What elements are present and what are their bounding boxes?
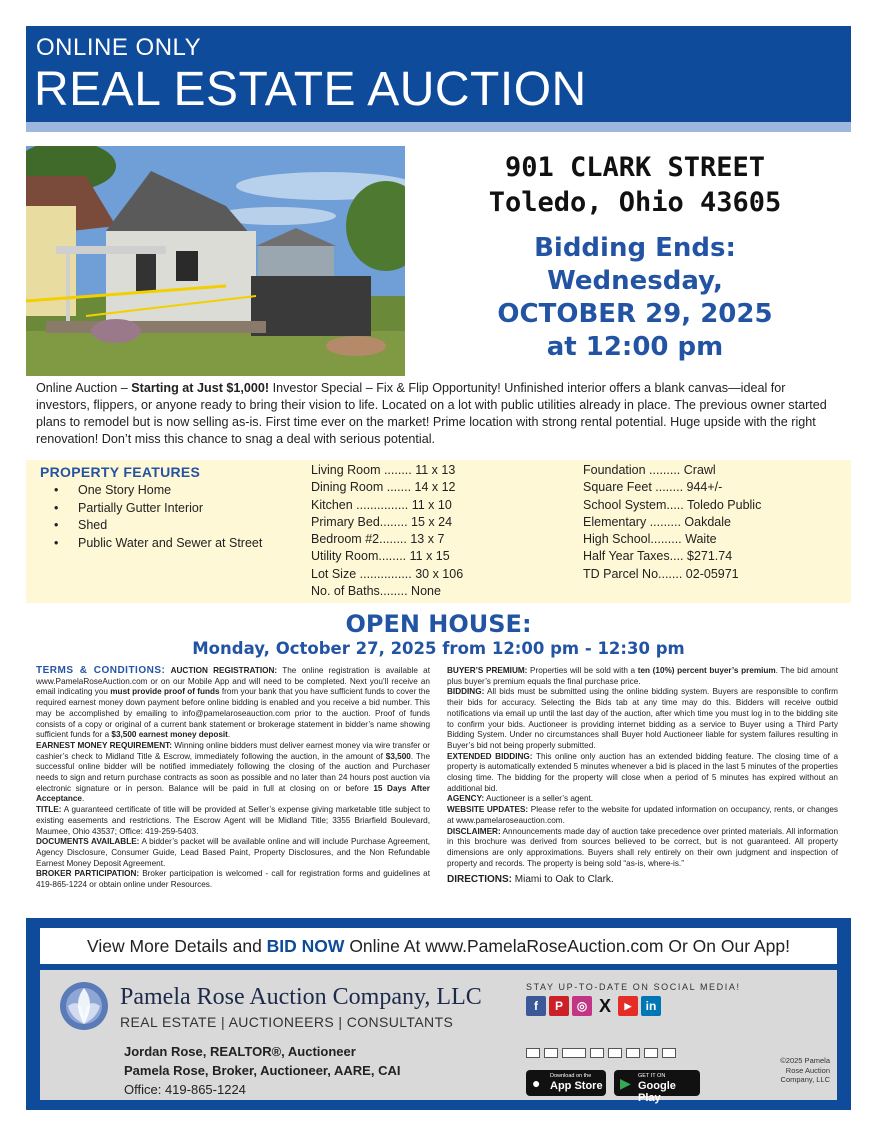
equal-housing-icon xyxy=(644,1048,658,1058)
documents-heading: DOCUMENTS AVAILABLE: xyxy=(36,837,140,847)
directions-text: Miami to Oak to Clark. xyxy=(512,874,614,886)
google-play-small: GET IT ON xyxy=(638,1073,666,1079)
company-box xyxy=(40,970,837,1104)
terms-broker xyxy=(36,869,430,890)
terms-right-column xyxy=(447,666,838,886)
contact-jordan: Jordan Rose, REALTOR®, Auctioneer xyxy=(124,1044,356,1059)
mls-icon xyxy=(626,1048,640,1058)
spec-row: Dining Room ....... 14 x 12 xyxy=(311,480,456,495)
terms-title xyxy=(36,805,430,837)
terms-agency xyxy=(447,794,838,805)
spec-row: Primary Bed........ 15 x 24 xyxy=(311,514,453,529)
intro-starting-price: Starting at Just $1,000! xyxy=(131,381,270,395)
terms-registration xyxy=(36,666,430,741)
intro-body: Investor Special – Fix & Flip Opportunity! Unfinished interior offers a blank canvas—ideal for investors, flippers, or anyone ready to bring their vision to life. Located on a lot with public utilities already in place. The previous owner started plans to remodel but is now selling as-is. First time ever on the market! Prime location with strong rental potential. Huge upside with the right renovation! Don’t miss this chance to snag a deal with serious potential. xyxy=(36,381,827,446)
spec-row: Foundation ......... Crawl xyxy=(583,463,716,477)
linkedin-icon[interactable]: in xyxy=(641,996,661,1016)
association-logos xyxy=(526,1048,676,1058)
spec-row: TD Parcel No....... 02-05971 xyxy=(583,566,739,581)
google-play-button[interactable] xyxy=(614,1070,700,1104)
earnest-amount: $3,500 xyxy=(385,751,411,761)
bidding-weekday: Wednesday, xyxy=(547,266,723,296)
social-icons xyxy=(526,996,661,1016)
title-heading: TITLE: xyxy=(36,805,62,815)
bidding-heading: BIDDING: xyxy=(447,687,485,697)
spec-row: High School......... Waite xyxy=(583,532,717,547)
pinterest-icon[interactable]: P xyxy=(549,996,569,1016)
spec-row: Bedroom #2........ 13 x 7 xyxy=(311,532,445,547)
features-list xyxy=(50,482,262,552)
room-specs xyxy=(311,462,463,600)
website-heading: WEBSITE UPDATES: xyxy=(447,805,529,815)
terms-earnest xyxy=(36,741,430,805)
company-logo-icon xyxy=(58,980,110,1037)
association-logo-icon xyxy=(662,1048,676,1058)
bid-now-link[interactable]: BID NOW xyxy=(266,936,345,956)
street-address: 901 CLARK STREET xyxy=(504,152,766,183)
property-specs xyxy=(583,462,761,583)
property-features-panel xyxy=(26,460,851,603)
app-store-badges xyxy=(526,1070,700,1104)
disclaimer-text: Announcements made day of auction take precedence over printed materials. All information in this brochure was derived from sources believed to be correct, but is not guaranteed. All property dimensions are only approximations. Buyers shall rely entirely on their own judgment and inspection of property and records. The property is being sold “as-is, where-is.” xyxy=(447,826,838,868)
feature-item: • Partially Gutter Interior xyxy=(50,500,262,518)
property-photo xyxy=(26,146,405,376)
spec-row: No. of Baths........ None xyxy=(311,584,441,599)
realtor-icon xyxy=(608,1048,622,1058)
earnest-text: . xyxy=(81,794,85,804)
feature-item: • Shed xyxy=(50,517,262,535)
youtube-icon[interactable]: ▶ xyxy=(618,996,638,1016)
spec-row: Lot Size ............... 30 x 106 xyxy=(311,566,464,581)
copyright: ©2025 Pamela Rose Auction Company, LLC xyxy=(780,1056,830,1084)
website-text: Please refer to the website for updated information on occupancy, rents, or changes at www.pamelaroseauction.com. xyxy=(447,805,838,825)
company-name: Pamela Rose Auction Company, LLC xyxy=(120,984,482,1010)
directions-heading: DIRECTIONS: xyxy=(447,874,512,886)
documents-text: A bidder’s packet will be available online and will include Purchase Agreement, Agency Disclosure, Consumer Guide, Lead Based Paint, Property Disclosures, and the Non Refundable Earnest Money Deposit Agreement. xyxy=(36,837,431,868)
terms-left-column xyxy=(36,666,430,891)
facebook-icon[interactable]: f xyxy=(526,996,546,1016)
terms-heading: TERMS & CONDITIONS: xyxy=(36,665,166,676)
extended-heading: EXTENDED BIDDING: xyxy=(447,751,533,761)
earnest-deadline: 15 Days After Acceptance xyxy=(36,783,430,804)
city-state-zip: Toledo, Ohio 43605 xyxy=(488,187,782,218)
registration-heading: AUCTION REGISTRATION: xyxy=(170,666,278,675)
premium-text: . The bid amount plus buyer’s premium equals the final purchase price. xyxy=(447,666,839,686)
app-store-button[interactable] xyxy=(526,1070,606,1096)
spec-row: Elementary ......... Oakdale xyxy=(583,514,731,529)
app-store-small: Download on the xyxy=(550,1073,592,1079)
footer xyxy=(26,918,851,1110)
terms-extended xyxy=(447,752,838,795)
title-text: A guaranteed certificate of title will be provided at Seller’s expense giving marketable title subject to existing easements and restrictions. The Escrow Agent will be Midland Title; 3355 Briarfield Boulevard, Maumee, Ohio 43537; Office: 419-259-5403. xyxy=(36,805,430,836)
spec-row: Half Year Taxes.... $271.74 xyxy=(583,549,733,564)
open-house xyxy=(26,610,851,660)
association-logo-icon xyxy=(562,1048,586,1058)
header-banner xyxy=(26,26,851,122)
instagram-icon[interactable]: ◎ xyxy=(572,996,592,1016)
earnest-text: . The successful online bidder will be notified immediately following the closing of the auction and Purchaser needs to sign and return purchase contracts as soon as possible and no later than 24 hours post auction via electronic signature or in person. Balance will be paid in full at closing on or before xyxy=(36,751,430,793)
spec-row: School System..... Toledo Public xyxy=(583,497,762,512)
association-logo-icon xyxy=(526,1048,540,1058)
spec-row: Square Feet ........ 944+/- xyxy=(583,480,723,495)
disclaimer-heading: DISCLAIMER: xyxy=(447,826,501,836)
feature-item: • Public Water and Sewer at Street xyxy=(50,535,262,553)
spec-row: Living Room ........ 11 x 13 xyxy=(311,463,456,477)
header-title: REAL ESTATE AUCTION xyxy=(34,63,587,116)
terms-premium xyxy=(447,666,838,687)
open-house-title: OPEN HOUSE: xyxy=(345,610,532,638)
intro-lead: Online Auction – xyxy=(36,381,132,395)
contact-info xyxy=(124,1042,400,1099)
earnest-heading: EARNEST MONEY REQUIREMENT: xyxy=(36,740,172,750)
terms-directions xyxy=(447,875,838,886)
app-store-label: App Store xyxy=(550,1080,603,1092)
bid-bar-text: Online At www.PamelaRoseAuction.com Or On Our App! xyxy=(344,936,790,956)
bidding-time: at 12:00 pm xyxy=(546,332,724,362)
extended-text: This online only auction has an extended bidding feature. The closing time of a property is automatically extended 5 minutes whenever a bid is placed in the last 5 minutes of the properties closing time. The bidding for the property will close when a period of 5 minutes has expired without an additional bid. xyxy=(447,751,838,793)
spec-row: Kitchen ............... 11 x 10 xyxy=(311,497,452,512)
terms-website xyxy=(447,805,838,826)
x-icon[interactable]: X xyxy=(595,996,615,1016)
registration-bold: must provide proof of funds xyxy=(110,687,220,697)
terms-documents xyxy=(36,837,430,869)
bid-bar-text: View More Details and xyxy=(87,936,267,956)
terms-bidding xyxy=(447,687,838,751)
header-subtitle: ONLINE ONLY xyxy=(36,34,202,61)
registration-text: from your bank that you have sufficient funds to cover the required earnest money down payment before online bidding is enabled and you receive a bid number. This may be accomplished by emailing to info@pamelaroseauction.com prior to the auction. Proof of funds consists of a copy or original of a current bank statement or brokerage statement in bidder’s name showing sufficient funds for a xyxy=(36,687,430,740)
bid-now-bar[interactable] xyxy=(40,928,837,964)
contact-office-phone: Office: 419-865-1224 xyxy=(124,1082,246,1097)
registration-text: The online registration is available at www.PamelaRoseAuction.com or on our Mobile App and will need to be completed. Next you’ll receive an email indicating you xyxy=(36,666,430,697)
broker-heading: BROKER PARTICIPATION: xyxy=(36,869,140,879)
premium-heading: BUYER’S PREMIUM: xyxy=(447,666,528,675)
contact-pamela: Pamela Rose, Broker, Auctioneer, AARE, CAI xyxy=(124,1063,401,1078)
terms-disclaimer xyxy=(447,827,838,870)
premium-rate: ten (10%) percent buyer’s premium xyxy=(637,666,776,675)
bidding-date: OCTOBER 29, 2025 xyxy=(497,299,773,329)
broker-text: Broker participation is welcomed - call for registration forms and guidelines at 419-865-1224 or obtain online under Resources. xyxy=(36,869,430,890)
agency-heading: AGENCY: xyxy=(447,794,485,804)
google-play-label: Google Play xyxy=(638,1080,676,1104)
agency-text: Auctioneer is a seller’s agent. xyxy=(484,794,594,804)
registration-deposit: $3,500 earnest money deposit xyxy=(111,730,228,740)
property-description xyxy=(36,380,842,448)
features-title: PROPERTY FEATURES xyxy=(40,464,201,480)
premium-text: Properties will be sold with a xyxy=(527,666,638,675)
company-tagline: REAL ESTATE | AUCTIONEERS | CONSULTANTS xyxy=(120,1014,454,1030)
social-title: STAY UP-TO-DATE ON SOCIAL MEDIA! xyxy=(526,982,741,992)
bidding-label: Bidding Ends: xyxy=(534,233,736,263)
open-house-date: Monday, October 27, 2025 from 12:00 pm - 12:30 pm xyxy=(192,639,685,658)
spec-row: Utility Room........ 11 x 15 xyxy=(311,549,450,564)
registration-text: . xyxy=(227,730,231,740)
property-address xyxy=(420,150,850,220)
bidding-ends xyxy=(420,232,850,364)
association-logo-icon xyxy=(590,1048,604,1058)
header-stripe xyxy=(26,122,851,132)
apple-icon: ● xyxy=(532,1075,541,1091)
google-play-icon: ▶ xyxy=(620,1075,631,1091)
earnest-text: Winning online bidders must deliver earnest money via wire transfer or cashier’s check to Midland Title & Escrow, immediately following the auction, in the amount of xyxy=(36,740,430,761)
bidding-text: All bids must be submitted using the online bidding system. Buyers are responsible to confirm their bids for accuracy. Selecting the Bids tab at any time may do this. Bidders will receive outbid notifications via email up until the last day of the auction, after which time you must log in to the bidding site to confirm your bids. Auctioneer is providing internet bidding as a service to Buyer using a Third Party Bidding System. Under no circumstances shall Buyer hold Auctioneer liable for system failures resulting in Buyer’s bid not being properly submitted. xyxy=(447,687,838,750)
association-logo-icon xyxy=(544,1048,558,1058)
feature-item: • One Story Home xyxy=(50,482,262,500)
